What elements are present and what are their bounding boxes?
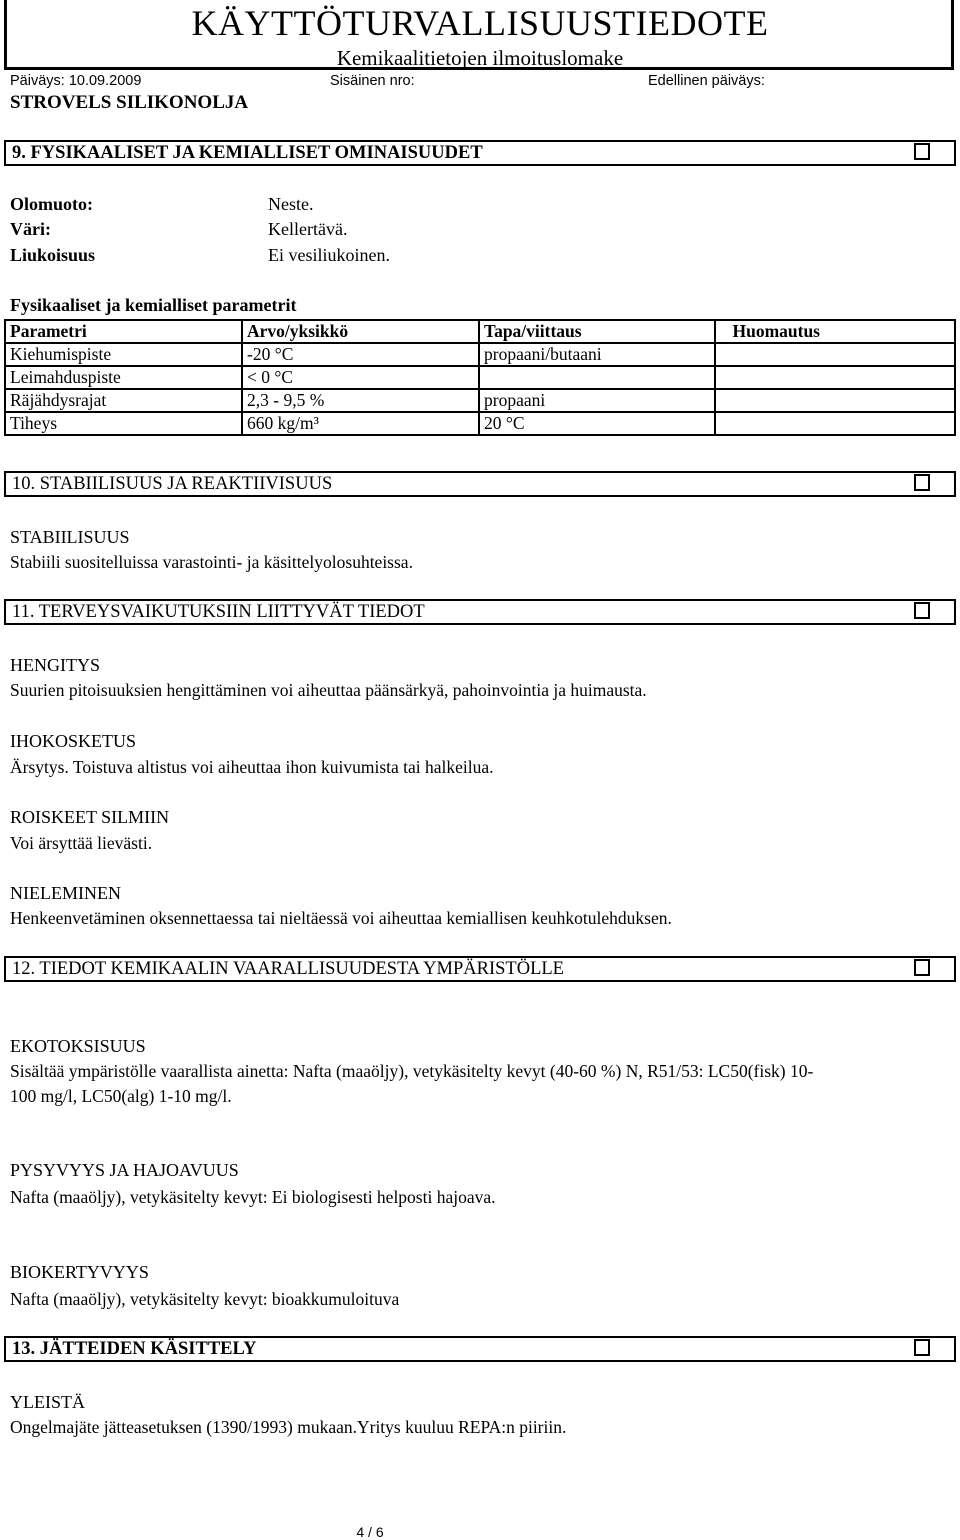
checkbox-icon xyxy=(914,143,930,160)
table-cell: propaani xyxy=(479,389,715,412)
inhalation-text: Suurien pitoisuuksien hengittäminen voi aiheuttaa päänsärkyä, pahoinvointia ja huimausta. xyxy=(10,680,647,700)
persistence-heading: PYSYVYYS JA HAJOAVUUS xyxy=(10,1160,239,1180)
prop-value-color: Kellertävä. xyxy=(268,219,348,239)
persistence-text: Nafta (maaöljy), vetykäsitelty kevyt: Ei biologisesti helposti hajoava. xyxy=(10,1187,496,1207)
internal-number-label: Sisäinen nro: xyxy=(330,73,415,89)
section-13-header xyxy=(4,1336,956,1362)
prop-value-solubility: Ei vesiliukoinen. xyxy=(268,245,390,265)
table-cell: < 0 °C xyxy=(242,366,479,389)
checkbox-icon xyxy=(914,474,930,491)
table-cell xyxy=(715,343,955,366)
bioaccumulation-text: Nafta (maaöljy), vetykäsitelty kevyt: bioakkumuloituva xyxy=(10,1289,400,1309)
section-12-header xyxy=(4,956,956,982)
table-cell: -20 °C xyxy=(242,343,479,366)
prop-label-color: Väri: xyxy=(10,219,51,239)
ecotoxicity-text-line2: 100 mg/l, LC50(alg) 1-10 mg/l. xyxy=(10,1086,232,1106)
table-cell: propaani/butaani xyxy=(479,343,715,366)
skin-contact-text: Ärsytys. Toistuva altistus voi aiheuttaa ihon kuivumista tai halkeilua. xyxy=(10,757,494,777)
header-cell: Huomautus xyxy=(715,320,955,343)
params-title: Fysikaaliset ja kemialliset parametrit xyxy=(10,295,297,315)
table-row xyxy=(5,389,955,412)
document-title: KÄYTTÖTURVALLISUUSTIEDOTE xyxy=(191,3,769,43)
table-row xyxy=(5,343,955,366)
prop-label-state: Olomuoto: xyxy=(10,194,93,214)
section-11-header xyxy=(4,599,956,625)
prop-label-solubility: Liukoisuus xyxy=(10,245,96,265)
ecotoxicity-heading: EKOTOKSISUUS xyxy=(10,1036,146,1056)
section-title: 11. TERVEYSVAIKUTUKSIIN LIITTYVÄT TIEDOT xyxy=(12,602,425,622)
checkbox-icon xyxy=(914,602,930,619)
inhalation-heading: HENGITYS xyxy=(10,655,100,675)
bioaccumulation-heading: BIOKERTYVYYS xyxy=(10,1262,149,1282)
eye-contact-text: Voi ärsyttää lievästi. xyxy=(10,833,153,853)
table-cell: Leimahduspiste xyxy=(5,366,242,389)
table-cell xyxy=(715,412,955,435)
page-number: 4 / 6 xyxy=(356,1524,384,1540)
table-row xyxy=(5,412,955,435)
table-cell: Kiehumispiste xyxy=(5,343,242,366)
table-row xyxy=(5,366,955,389)
date-label: Päiväys: 10.09.2009 xyxy=(10,73,142,89)
stability-text: Stabiili suositelluissa varastointi- ja käsittelyolosuhteissa. xyxy=(10,552,413,572)
ingestion-heading: NIELEMINEN xyxy=(10,883,121,903)
table-cell: 660 kg/m³ xyxy=(242,412,479,435)
document-subtitle: Kemikaalitietojen ilmoituslomake xyxy=(336,46,624,70)
section-9-header xyxy=(4,140,956,166)
skin-contact-heading: IHOKOSKETUS xyxy=(10,731,136,751)
checkbox-icon xyxy=(914,1339,930,1356)
previous-date-label: Edellinen päiväys: xyxy=(648,73,765,89)
section-title: 13. JÄTTEIDEN KÄSITTELY xyxy=(12,1339,257,1359)
section-10-header xyxy=(4,471,956,497)
general-heading: YLEISTÄ xyxy=(10,1392,85,1412)
section-title: 9. FYSIKAALISET JA KEMIALLISET OMINAISUUDET xyxy=(12,143,483,163)
ecotoxicity-text-line1: Sisältää ympäristölle vaarallista ainetta: Nafta (maaöljy), vetykäsitelty kevyt (40-60 %) N, R51/53: LC50(fisk) 10- xyxy=(10,1061,814,1081)
table-cell: Tiheys xyxy=(5,412,242,435)
table-cell xyxy=(479,366,715,389)
header-cell: Tapa/viittaus xyxy=(479,320,715,343)
table-cell xyxy=(715,366,955,389)
section-title: 12. TIEDOT KEMIKAALIN VAARALLISUUDESTA YMPÄRISTÖLLE xyxy=(12,959,564,979)
eye-contact-heading: ROISKEET SILMIIN xyxy=(10,807,170,827)
checkbox-icon xyxy=(914,959,930,976)
table-cell xyxy=(715,389,955,412)
table-cell: 20 °C xyxy=(479,412,715,435)
header-cell: Parametri xyxy=(5,320,242,343)
table-header-row xyxy=(5,320,955,343)
header-cell: Arvo/yksikkö xyxy=(242,320,479,343)
prop-value-state: Neste. xyxy=(268,194,314,214)
parameters-table xyxy=(4,319,956,436)
general-text: Ongelmajäte jätteasetuksen (1390/1993) mukaan.Yritys kuuluu REPA:n piiriin. xyxy=(10,1417,567,1437)
table-cell: Räjähdysrajat xyxy=(5,389,242,412)
stability-heading: STABIILISUUS xyxy=(10,527,130,547)
table-cell: 2,3 - 9,5 % xyxy=(242,389,479,412)
ingestion-text: Henkeenvetäminen oksennettaessa tai nieltäessä voi aiheuttaa kemiallisen keuhkotulehduksen. xyxy=(10,908,672,928)
section-title: 10. STABIILISUUS JA REAKTIIVISUUS xyxy=(12,474,333,494)
product-name: STROVELS SILIKONOLJA xyxy=(10,92,249,113)
